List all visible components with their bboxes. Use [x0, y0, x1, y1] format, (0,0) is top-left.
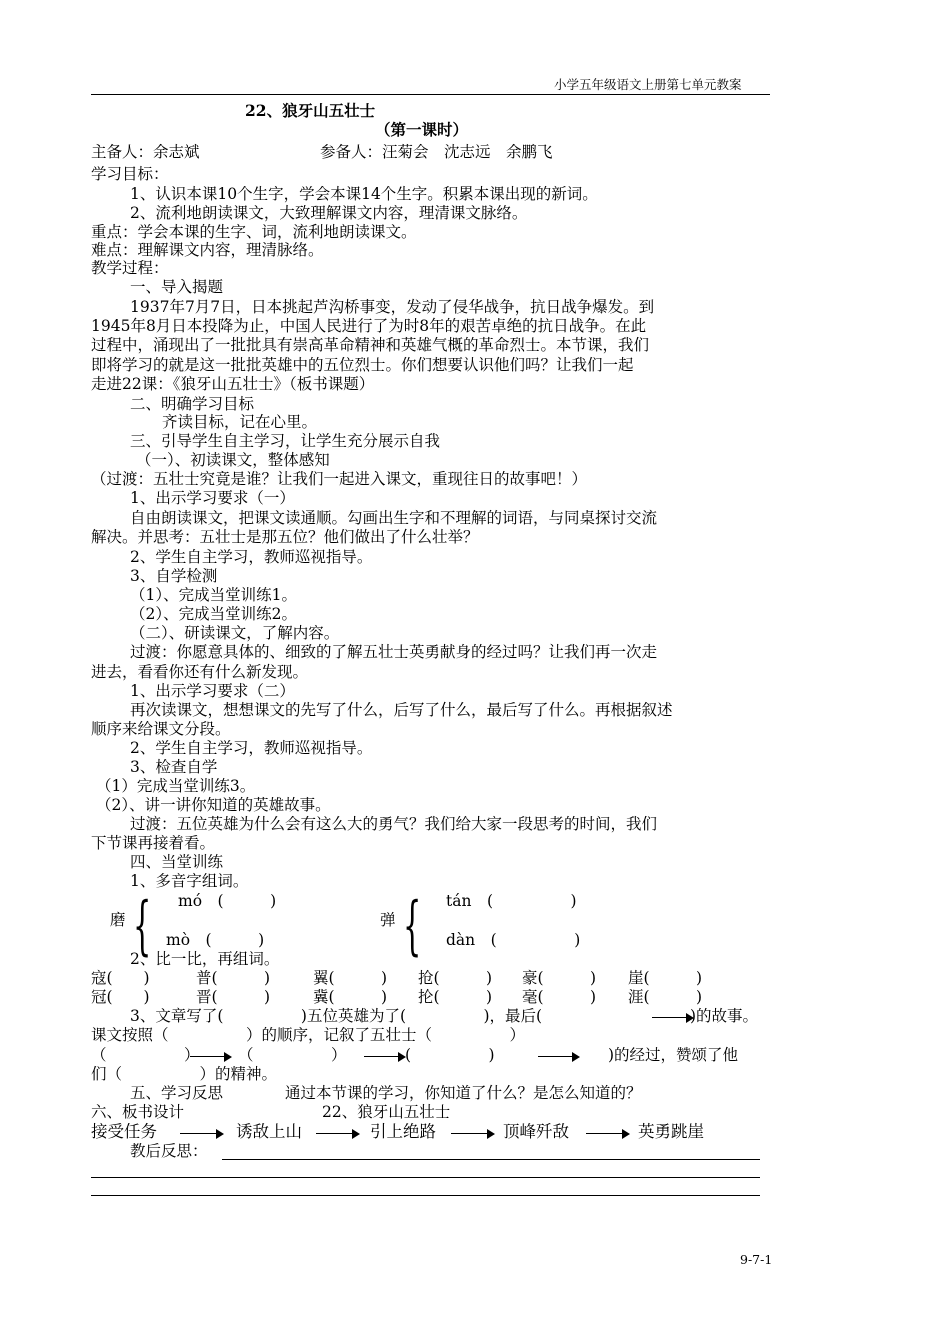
arrow-icon [190, 1056, 230, 1057]
compare-label: 2、比一比，再组词。 [130, 950, 280, 968]
line: 走进22课：《狼牙山五壮士》（板书课题） [91, 375, 375, 393]
board-step: 顶峰歼敌 [503, 1122, 569, 1141]
line: 二、明确学习目标 [130, 395, 255, 413]
compare-cell: 抢( ) [418, 969, 493, 987]
line: 再次读课文，想想课文的先写了什么，后写了什么，最后写了什么。再根据叙述 [130, 701, 673, 719]
line: 2、流利地朗读课文，大致理解课文内容，理清课文脉络。 [130, 204, 528, 222]
writing-line [222, 1159, 760, 1160]
fill-line: 3、文章写了( )五位英雄为了( )，最后( [130, 1007, 543, 1025]
fill-line: )的故事。 [690, 1007, 759, 1025]
running-title: 小学五年级语文上册第七单元教案 [554, 77, 742, 92]
line: 过渡：五位英雄为什么会有这么大的勇气？我们给大家一段思考的时间，我们 [130, 815, 658, 833]
line: 1、出示学习要求（二） [130, 682, 295, 700]
left-brace: { [403, 889, 422, 963]
compare-cell: 豪( ) [522, 969, 597, 987]
line: 2、学生自主学习，教师巡视指导。 [130, 548, 373, 566]
line: 四、当堂训练 [130, 853, 224, 871]
line: 三、引导学生自主学习，让学生充分展示自我 [130, 432, 441, 450]
line: 进去，看看你还有什么新发现。 [91, 663, 309, 681]
line: 解决。并思考：五壮士是那五位？他们做出了什么壮举？ [91, 528, 479, 546]
arrow-icon [364, 1056, 404, 1057]
compare-cell: 晋( ) [196, 988, 271, 1006]
reflection-label: 五、学习反思 [130, 1084, 224, 1102]
line: 自由朗读课文，把课文读通顺。勾画出生字和不理解的词语，与同桌探讨交流 [130, 509, 658, 527]
line: （过渡：五壮士究竟是谁？让我们一起进入课文，重现往日的故事吧！） [91, 470, 588, 488]
line: 过程中，涌现出了一批批具有崇高革命精神和英雄气概的革命烈士。本节课，我们 [91, 336, 650, 354]
header-rule [91, 94, 770, 95]
board-title: 22、狼牙山五壮士 [322, 1103, 451, 1121]
after-class-label: 教后反思： [130, 1142, 208, 1160]
board-step: 接受任务 [91, 1122, 157, 1141]
line: （二）、研读课文，了解内容。 [130, 624, 340, 642]
line: 重点：学会本课的生字、词，流利地朗读课文。 [91, 223, 417, 241]
line: 3、检查自学 [130, 758, 218, 776]
lesson-title: 22、狼牙山五壮士 [245, 101, 376, 120]
line: 1945年8月日本投降为止，中国人民进行了为时8年的艰苦卓绝的抗日战争。在此 [91, 317, 647, 335]
polyphone-reading: mó ( ) [178, 892, 277, 910]
compare-cell: 毫( ) [522, 988, 597, 1006]
line: （1）完成当堂训练3。 [96, 777, 256, 795]
fill-line: 们（ ）的精神。 [91, 1065, 278, 1083]
main-preparer: 主备人：余志斌 [91, 143, 200, 161]
line: 1、认识本课10个生字，学会本课14个生字。积累本课出现的新词。 [130, 185, 598, 203]
writing-line [91, 1195, 760, 1196]
line: 1、出示学习要求（一） [130, 489, 295, 507]
fill-line: （ ） [238, 1046, 347, 1064]
line: （一）、初读课文，整体感知 [136, 451, 330, 469]
board-step: 引上绝路 [370, 1122, 436, 1141]
writing-line [91, 1177, 760, 1178]
line: 下节课再接着看。 [91, 834, 216, 852]
line: 过渡：你愿意具体的、细致的了解五壮士英勇献身的经过吗？让我们再一次走 [130, 643, 658, 661]
board-step: 英勇跳崖 [638, 1122, 704, 1141]
arrow-icon [316, 1133, 358, 1134]
polyphone-char: 磨 [110, 911, 126, 929]
line: 3、自学检测 [130, 567, 218, 585]
lesson-subtitle: （第一课时） [375, 120, 469, 139]
fill-line: 课文按照（ ）的顺序，记叙了五壮士（ ） [91, 1026, 526, 1044]
compare-cell: 冀( ) [313, 988, 388, 1006]
line: 1、多音字组词。 [130, 872, 249, 890]
arrow-icon [586, 1133, 628, 1134]
board-step: 诱敌上山 [236, 1122, 302, 1141]
line: 2、学生自主学习，教师巡视指导。 [130, 739, 373, 757]
compare-cell: 抡( ) [418, 988, 493, 1006]
line: 即将学习的就是这一批批英雄中的五位烈士。你们想要认识他们吗？让我们一起 [91, 356, 634, 374]
compare-cell: 普( ) [196, 969, 271, 987]
polyphone-reading: tán ( ) [446, 892, 577, 910]
line: 教学过程： [91, 259, 169, 277]
polyphone-reading: dàn ( ) [446, 931, 581, 949]
compare-cell: 寇( ) [91, 969, 150, 987]
line: 一、导入揭题 [130, 278, 224, 296]
polyphone-char: 弹 [380, 911, 396, 929]
arrow-icon [652, 1017, 692, 1018]
line: （2）、讲一讲你知道的英雄故事。 [96, 796, 331, 814]
line: 难点：理解课文内容，理清脉络。 [91, 241, 324, 259]
participants: 参备人：汪菊会 沈志远 余鹏飞 [320, 143, 553, 161]
board-label: 六、板书设计 [91, 1103, 185, 1121]
line: 顺序来给课文分段。 [91, 720, 231, 738]
fill-line: （ ） [91, 1046, 200, 1064]
compare-cell: 崖( ) [628, 969, 703, 987]
arrow-icon [451, 1133, 493, 1134]
left-brace: { [133, 889, 152, 963]
fill-line: )的经过，赞颂了他 [608, 1046, 739, 1064]
compare-cell: 冠( ) [91, 988, 150, 1006]
fill-line: ( ) [405, 1046, 495, 1064]
compare-cell: 翼( ) [313, 969, 388, 987]
page-number: 9-7-1 [740, 1252, 773, 1267]
arrow-icon [538, 1056, 578, 1057]
arrow-icon [180, 1133, 222, 1134]
compare-cell: 涯( ) [628, 988, 703, 1006]
line: （1）、完成当堂训练1。 [130, 586, 297, 604]
line: 1937年7月7日，日本挑起芦沟桥事变，发动了侵华战争，抗日战争爆发。到 [130, 298, 655, 316]
line: 齐读目标，记在心里。 [162, 413, 318, 431]
line: 学习目标： [91, 165, 169, 183]
polyphone-reading: mò ( ) [166, 931, 265, 949]
line: （2）、完成当堂训练2。 [130, 605, 297, 623]
reflection-question: 通过本节课的学习，你知道了什么？是怎么知道的？ [285, 1084, 642, 1102]
